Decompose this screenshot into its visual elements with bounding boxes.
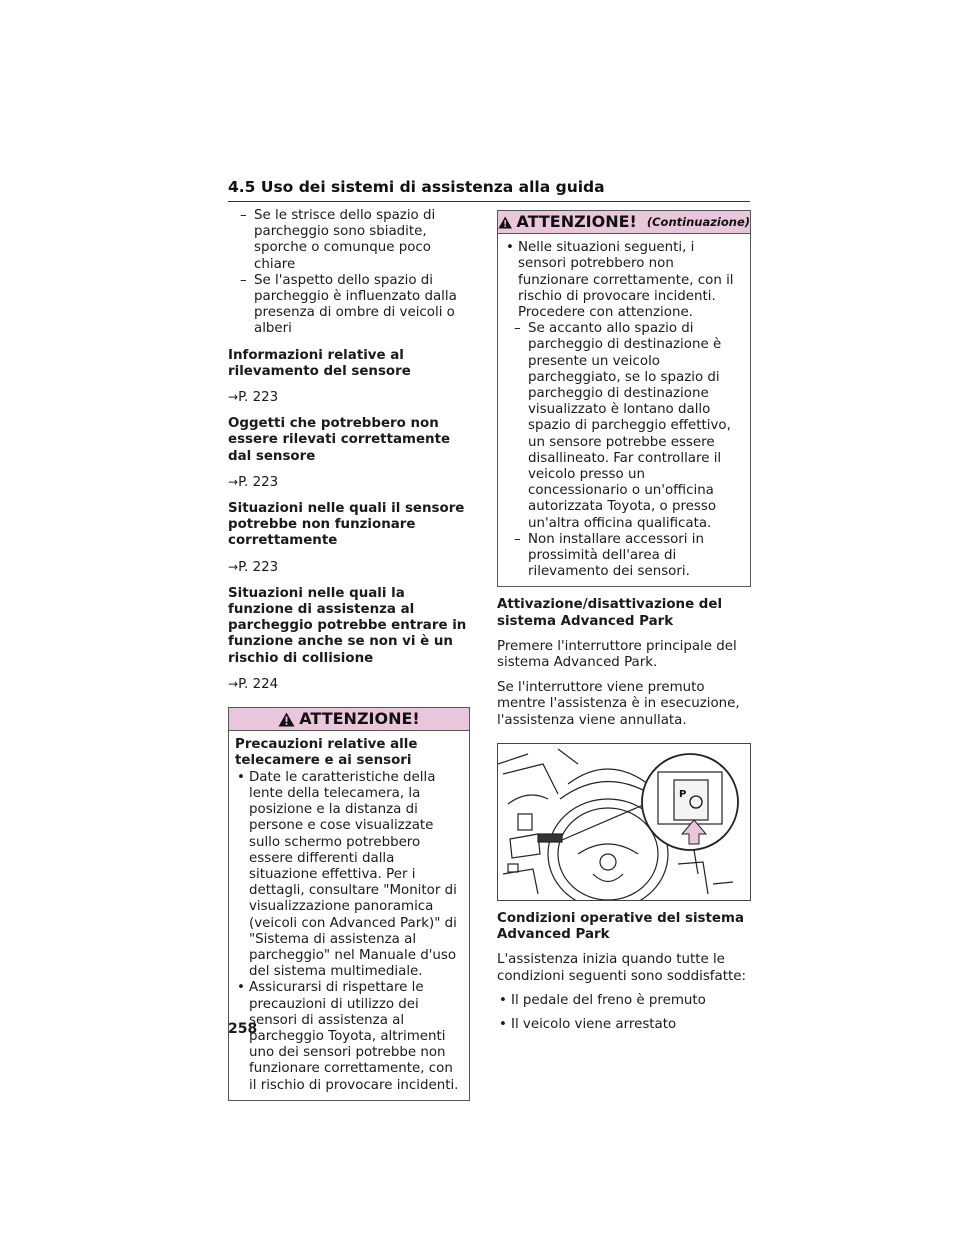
list-item: – Se accanto allo spazio di parcheggio di destinazione è presente un veicolo parcheggiato, se lo spazio di parcheggio di destinazione visualizzato è lontano dallo spazio di parcheggio effettivo, un sensore potrebbe essere disallineato. Far controllare il veicolo presso un concessionario o un'officina autorizzata Toyota, o presso un'altra officina qualificata. (514, 321, 731, 531)
right-column (497, 210, 751, 1033)
warning-box (228, 707, 470, 1101)
continuation-label: (Continuazione) (646, 215, 750, 229)
warning-heading: Precauzioni relative alle telecamere e ai sensori (235, 737, 418, 769)
arrow-right-icon: → (228, 474, 239, 489)
section-heading: Situazioni nelle quali il sensore potrebbe non funzionare correttamente (228, 501, 465, 549)
arrow-right-icon: → (228, 390, 239, 405)
warning-title: ATTENZIONE! (229, 708, 469, 731)
list-item: – Se le strisce dello spazio di parcheggio sono sbiadite, sporche o comunque poco chiare (240, 208, 436, 272)
page-number: 258 (228, 1021, 258, 1037)
section-heading: Situazioni nelle quali la funzione di assistenza al parcheggio potrebbe entrare in funzione anche se non vi è un rischio di collisione (228, 585, 467, 666)
warning-box-continued (497, 210, 751, 587)
section-heading: Condizioni operative del sistema Advanced Park (497, 910, 744, 943)
dashboard-illustration (497, 743, 751, 901)
list-item: – Non installare accessori in prossimità dell'area di rilevamento dei sensori. (514, 531, 704, 580)
warning-triangle-icon (278, 712, 295, 727)
page-reference[interactable]: →P. 223 (228, 474, 279, 490)
section-heading: Attivazione/disattivazione del sistema Advanced Park (497, 597, 723, 629)
paragraph: Premere l'interruttore principale del sistema Advanced Park. (497, 638, 737, 671)
switch-letter: P (679, 788, 687, 800)
arrow-right-icon: → (228, 676, 239, 691)
list-item: • Nelle situazioni seguenti, i sensori potrebbero non funzionare correttamente, con il rischio di provocare incidenti. Procedere con attenzione. (506, 240, 734, 321)
page-reference[interactable]: →P. 224 (228, 676, 279, 692)
list-item: • Il pedale del freno è premuto (499, 992, 706, 1008)
left-column (228, 208, 470, 1101)
arrow-right-icon: → (228, 559, 239, 574)
section-heading: Informazioni relative al rilevamento del sensore (228, 347, 411, 379)
paragraph: L'assistenza inizia quando tutte le condizioni seguenti sono soddisfatte: (497, 952, 746, 984)
list-item: – Se l'aspetto dello spazio di parcheggio è influenzato dalla presenza di ombre di veicoli o alberi (240, 272, 457, 337)
dashboard-drawing (498, 744, 750, 900)
page-reference[interactable]: →P. 223 (228, 390, 279, 406)
list-item: • Assicurarsi di rispettare le precauzioni di utilizzo dei sensori di assistenza al parcheggio Toyota, altrimenti uno dei sensori potrebbe non funzionare correttamente, con il rischio di provocare incidenti. (237, 980, 459, 1093)
warning-title: ATTENZIONE! (Continuazione) (498, 211, 750, 234)
list-item: • Date le caratteristiche della lente della telecamera, la posizione e la distanza di persone e cose visualizzate sullo schermo potrebbero essere differenti dalla situazione effettiva. Per i dettagli, consultare "Monitor di visualizzazione panoramica (veicoli con Advanced Park)" di "Sistema di assistenza al parcheggio" nel Manuale d'uso del sistema multimediale. (237, 769, 457, 980)
list-item: • Il veicolo viene arrestato (499, 1016, 677, 1032)
warning-triangle-icon (498, 215, 512, 230)
section-heading: Oggetti che potrebbero non essere rilevati correttamente dal sensore (228, 416, 451, 464)
section-header: 4.5 Uso dei sistemi di assistenza alla guida (228, 178, 750, 202)
page-reference[interactable]: →P. 223 (228, 559, 279, 575)
paragraph: Se l'interruttore viene premuto mentre l'assistenza è in esecuzione, l'assistenza viene annullata. (497, 680, 740, 728)
warning-body (498, 234, 750, 586)
warning-body (229, 731, 469, 1099)
